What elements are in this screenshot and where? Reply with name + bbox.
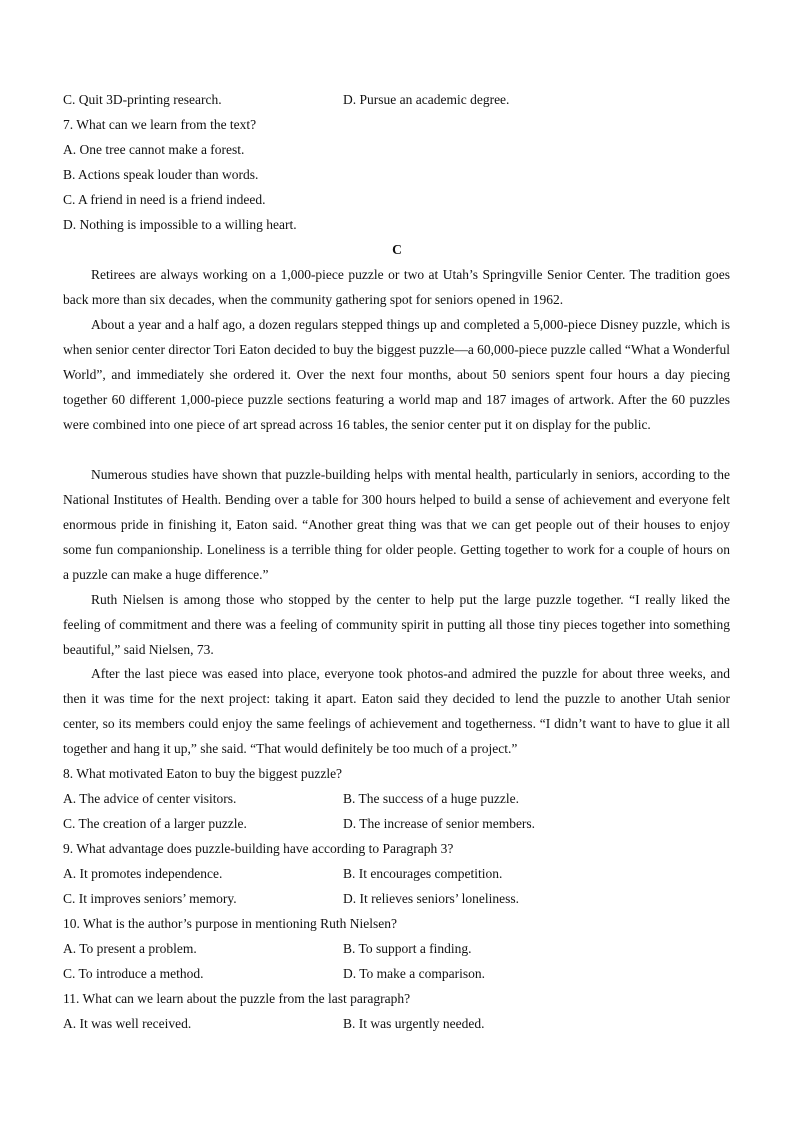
q10-option-b: B. To support a finding. [343,941,472,956]
passage-paragraph-5: After the last piece was eased into place, everyone took photos-and admired the puzzle for about three weeks, and then it was time for the next project: taking it apart. Eaton said they decided to lend the puzzle to another Utah senior center, so its members could enjoy the same feelings of achievement and togetherness. “I didn’t want to have to glue it all together and hang it up,” she said. “That would definitely be too much of a project.” [63,666,730,756]
q9-option-a: A. It promotes independence. [63,866,223,881]
q8-question: 8. What motivated Eaton to buy the biggest puzzle? [63,766,343,781]
q9-option-b: B. It encourages competition. [343,866,503,881]
q8-option-c: C. The creation of a larger puzzle. [63,816,247,831]
q10-option-d: D. To make a comparison. [343,966,486,981]
q7-option-d: D. Nothing is impossible to a willing heart. [63,217,297,232]
q8-option-a: A. The advice of center visitors. [63,791,237,806]
q7-option-c: C. A friend in need is a friend indeed. [63,192,266,207]
q10-question: 10. What is the author’s purpose in mentioning Ruth Nielsen? [63,916,397,931]
q10-option-c: C. To introduce a method. [63,966,204,981]
passage-paragraph-4: Ruth Nielsen is among those who stopped by the center to help put the large puzzle together. “I really liked the feeling of commitment and there was a feeling of community spirit in putting all those tiny pieces together into something beautiful,” said Nielsen, 73. [63,592,730,657]
q10-option-a: A. To present a problem. [63,941,197,956]
q9-option-c: C. It improves seniors’ memory. [63,891,237,906]
q8-option-b: B. The success of a huge puzzle. [343,791,519,806]
q11-option-b: B. It was urgently needed. [343,1016,485,1031]
q6-option-d: D. Pursue an academic degree. [343,92,510,107]
q7-option-a: A. One tree cannot make a forest. [63,142,245,157]
passage-paragraph-1: Retirees are always working on a 1,000-piece puzzle or two at Utah’s Springville Senior Center. The tradition goes back more than six decades, when the community gathering spot for seniors opened in 1962. [63,267,730,307]
passage-paragraph-2: About a year and a half ago, a dozen regulars stepped things up and completed a 5,000-piece Disney puzzle, which is when senior center director Tori Eaton decided to buy the biggest puzzle—a 60,000-piece puzzle called “What a Wonderful World”, and immediately she ordered it. Over the next four months, about 50 seniors spent four hours a day piecing together 60 different 1,000-piece puzzle sections featuring a world map and 187 images of artwork. After the 60 puzzles were combined into one piece of art spread across 16 tables, the senior center put it on display for the public. [63,317,730,432]
q7-option-b: B. Actions speak louder than words. [63,167,259,182]
q11-question: 11. What can we learn about the puzzle from the last paragraph? [63,991,411,1006]
q9-option-d: D. It relieves seniors’ loneliness. [343,891,519,906]
q7-question: 7. What can we learn from the text? [63,117,257,132]
q11-option-a: A. It was well received. [63,1016,192,1031]
q8-option-d: D. The increase of senior members. [343,816,536,831]
q9-question: 9. What advantage does puzzle-building have according to Paragraph 3? [63,841,454,856]
section-heading: C [392,242,402,257]
q6-option-c: C. Quit 3D-printing research. [63,92,222,107]
passage-paragraph-3: Numerous studies have shown that puzzle-building helps with mental health, particularly in seniors, according to the National Institutes of Health. Bending over a table for 300 hours helped to build a sense of achievement and everyone felt enormous pride in finishing it, Eaton said. “Another great thing was that we can get people out of their houses to enjoy some fun companionship. Loneliness is a terrible thing for older people. Getting together to work for a couple of hours on a puzzle can make a huge difference.” [63,467,730,582]
